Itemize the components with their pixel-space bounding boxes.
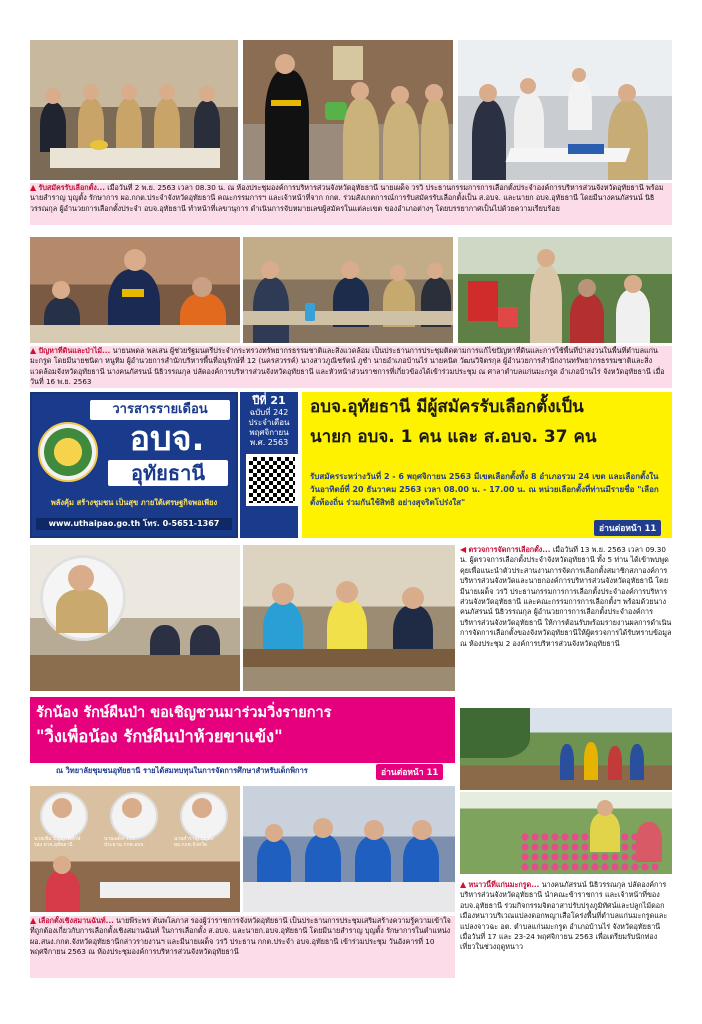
caption-lead: ปัญหาที่ดินและป่าไม้...	[38, 346, 111, 355]
caption-inspection	[460, 545, 672, 691]
triangle-bullet-icon: ▲	[30, 346, 37, 355]
photo-officials-row	[30, 40, 238, 180]
photo-meeting-hall	[243, 237, 453, 343]
qr-code-icon[interactable]	[246, 454, 298, 506]
photo-inspector-portrait	[30, 545, 240, 691]
issue-period-label: ประจำเดือน	[248, 418, 290, 427]
masthead-logo-block	[30, 392, 238, 538]
photo-flower-garden-2	[460, 792, 672, 874]
issue-number: ฉบับที่ 242	[249, 408, 289, 417]
inset-name-1: นายเพิ่ม ปัญญาพิทักษ์ รอง ผวจ.อุทัยธานี	[34, 836, 81, 848]
inset-name-3: นายสำราญ บุญตั้ง ผอ.กกต.จังหวัด	[174, 836, 214, 848]
caption-body: เมื่อวันที่ 13 พ.ย. 2563 เวลา 09.30 น. ผู้ตรวจการเลือกตั้งประจำจังหวัดอุทัยธานี ทั้ง 5 ท่าน ได้เข้าพบพูดคุยเพื่อแนะนำตัวประสานงานการจัดการเลือกตั้งสมาชิกสภาองค์การบริหารส่วนจังหวัดและนายกองค์การบริหารส่วนจังหวัดอุทัยธานี โดยมีนายเผด็จ วรวิ ประธานกรรมการการเลือกตั้งประจำองค์การบริหารส่วนจังหวัดอุทัยธานี และคณะกรรมการการเลือกตั้งฯ พร้อมด้วยนางคนภัสรนน์ นิธิวรรณกุล ผู้อำนวยการการเลือกตั้งประจำองค์การบริหารส่วนจังหวัดอุทัยธานี ให้การต้อนรับพร้อมรายงานผลการดำเนินการจัดการเลือกตั้งของจังหวัดอุทัยธานีให้ผู้ตรวจการได้รับทราบข้อมูล ณ ห้องประชุม 2 องค์การบริหารส่วนจังหวัดอุทัยธานี	[460, 545, 672, 648]
issue-period-year: พ.ศ. 2563	[249, 438, 289, 447]
masthead-title-small: วารสารรายเดือน	[90, 400, 230, 420]
headline-line2: นายก อบจ. 1 คน และ ส.อบจ. 37 คน	[310, 427, 597, 447]
caption-lead: รับสมัครรับเลือกตั้ง...	[38, 183, 105, 192]
caption-body: นายนพดล พลเสน ผู้ช่วยรัฐมนตรีประจำกระทรวงทรัพยากรธรรมชาติและสิ่งแวดล้อม เป็นประธานการประชุมติดตามการแก้ไขปัญหาที่ดินและการใช้พื้นที่ป่าสงวนในพื้นที่ตำบลแก่นมะกรูด โดยมีนายชนิดา หนูทิม ผู้อำนวยการสำนักบริหารพื้นที่อนุรักษ์ที่ 12 (นครสวรรค์) นางสาวภูณิชรัตน์ ภูชำ นายอำเภอบ้านไร่ นายคนิต วัฒนวิจิตรกุล ผู้อำนวยการสำนักงานทรัพยากรธรรมชาติและสิ่งแวดล้อมจังหวัดอุทัยธานี นางคนภัสรนน์ นิธิวรรณกุล ปลัดองค์การบริหารส่วนจังหวัดอุทัยธานี และหัวหน้าส่วนราชการที่เกี่ยวข้องได้เข้าร่วมประชุม ณ ศาลาตำบลแก่นมะกรูด อำเภอบ้านไร่ จังหวัดอุทัยธานี เมื่อวันที่ 16 พ.ย. 2563	[30, 346, 665, 387]
masthead-title-big: อบจ.	[129, 419, 205, 459]
photo-media-meeting	[243, 786, 455, 912]
photo-draw-lots	[243, 40, 453, 180]
headline-box	[302, 392, 672, 538]
caption-land-forest	[30, 346, 672, 388]
read-more-link[interactable]: อ่านต่อหน้า 11	[594, 520, 661, 536]
run-subline: ณ วิทยาลัยชุมชนอุทัยธานี รายได้สมทบทุนในการจัดการศึกษาสำหรับเด็กพิการ	[56, 766, 308, 775]
photo-registration-desk	[458, 40, 672, 180]
caption-body: นายพีระพร ต้นพโลภาส รองผู้ว่าราชการจังหวัดอุทัยธานี เป็นประธานการประชุมเสริมสร้างความรู้ความเข้าใจที่ถูกต้องเกี่ยวกับการเลือกตั้งเชิงสมานฉันท์ ในการเลือกตั้ง ส.อบจ. และนายก.อบจ.อุทัยธานี โดยมีนายสำราญ บุญตั้ง รักษาการในตำแหน่ง ผอ.สนง.กกต.จังหวัดอุทัยธานีกล่าวรายงานฯ และมีนายเผด็จ วรวิ ประธาน กกต.ประจำ อบจ.อุทัยธานี เข้าร่วมประชุม วันอังคารที่ 10 พฤศจิกายน 2563 ณ ห้องประชุมองค์การบริหารส่วนจังหวัดอุทัยธานี	[30, 916, 451, 957]
caption-body: นางคนภัสรนน์ นิธิวรรณกุล ปลัดองค์การบริหารส่วนจังหวัดอุทัยธานี นำคณะข้าราชการ และเจ้าหน้าที่ของ อบจ.อุทัยธานี ร่วมกิจกรรมจิตอาสาปรับปรุงภูมิทัศน์และปลูกไม้ดอกเมืองหนาวบริเวณแปลงดอกพญาเสือโคร่งพื้นที่ตำบลแก่นมะกรูดและแปลงจาวฉะ อต. ตำบลแก่นมะกรูด อำเภอบ้านไร่ จังหวัดอุทัยธานี เมื่อวันที่ 17 และ 23-24 พฤศจิกายน 2563 เพื่อเตรียมรับนักท่องเที่ยวในช่วงฤดูหนาว	[460, 880, 668, 952]
caption-lead: หนาวนี้ที่แก่นมะกรูด...	[468, 880, 540, 889]
triangle-bullet-icon: ▲	[30, 916, 37, 925]
triangle-bullet-icon: ▲	[30, 183, 37, 192]
triangle-bullet-icon: ◀	[460, 545, 467, 554]
caption-winter-visit	[460, 880, 672, 978]
caption-lead: เลือกตั้งเชิงสมานฉันท์...	[38, 916, 114, 925]
headline-body: รับสมัครระหว่างวันที่ 2 - 6 พฤศจิกายน 2563 มีเขตเลือกตั้งทั้ง 8 อำเภอรวม 24 เขต และเลือกตั้งในวันอาทิตย์ที่ 20 ธันวาคม 2563 เวลา 08.00 น. - 17.00 น. ณ หน่วยเลือกตั้งที่ท่านมีรายชื่อ "เลือกตั้งท้องถิ่น ร่วมกันใช้สิทธิ อย่างสุจริตโปร่งใส"	[310, 472, 659, 507]
masthead-contact: www.uthaipao.go.th โทร. 0-5651-1367	[36, 518, 232, 530]
masthead-seal-icon	[38, 422, 98, 482]
masthead-slogan: พลังคุ้ม สร้างชุมชน เป็นสุข ภายใต้เศรษฐกิจพอเพียง	[50, 498, 218, 507]
photo-villagers-field	[458, 237, 672, 343]
run-line2: "วิ่งเพื่อน้อง รักษ์ผืนป่าห้วยขาแข้ง"	[36, 727, 283, 746]
caption-media-election	[30, 916, 455, 978]
triangle-bullet-icon: ▲	[460, 880, 467, 889]
photo-flower-garden-1	[460, 708, 672, 790]
caption-lead: ตรวจการจัดการเลือกตั้ง...	[468, 545, 551, 554]
caption-body: เมื่อวันที่ 2 พ.ย. 2563 เวลา 08.30 น. ณ ห้องประชุมองค์การบริหารส่วนจังหวัดอุทัยธานี นายเผด็จ วรวิ ประธานกรรมการการเลือกตั้งประจำองค์การบริหารส่วนจังหวัดอุทัยธานี พร้อมนายสำราญ บุญตั้ง รักษาการ ผอ.กกต.ประจำจังหวัดอุทัยธานี คณะกรรมการฯ และเจ้าหน้าที่จาก กกต. ร่วมสังเกตการณ์การรับสมัครรับเลือกตั้งเป็น ส.อบจ. และนายก อบจ.อุทัยธานี โดยมีนางคนภัสรนน์ นิธิวรรณกุล ผู้อำนวยการเลือกตั้งประจำ อบจ.อุทัยธานี ทำหน้าที่เลขานุการ ดำเนินการจับหมายเลขผู้สมัครในแต่ละเขต ของอำเภอต่างๆ โดยบรรยากาศเป็นไปด้วยความเรียบร้อย	[30, 183, 664, 213]
inset-name-2: นายเผด็จ วรวิ ประธาน กกต.อบจ.	[104, 836, 145, 848]
headline-line1: อบจ.อุทัยธานี มีผู้สมัครรับเลือกตั้งเป็น	[310, 397, 584, 417]
issue-period: พฤศจิกายน	[249, 428, 289, 437]
photo-inspection-meeting	[243, 545, 455, 691]
caption-registration	[30, 183, 672, 225]
run-read-more-link[interactable]: อ่านต่อหน้า 11	[376, 764, 443, 780]
issue-block	[240, 392, 298, 538]
masthead-title-province: อุทัยธานี	[108, 460, 228, 486]
run-line1: รักน้อง รักษ์ผืนป่า ขอเชิญชวนมาร่วมวิ่งรายการ	[36, 705, 332, 721]
photo-speaker-monk	[30, 237, 240, 343]
issue-year: ปีที่ 21	[252, 394, 286, 407]
photo-media-portraits	[30, 786, 240, 912]
